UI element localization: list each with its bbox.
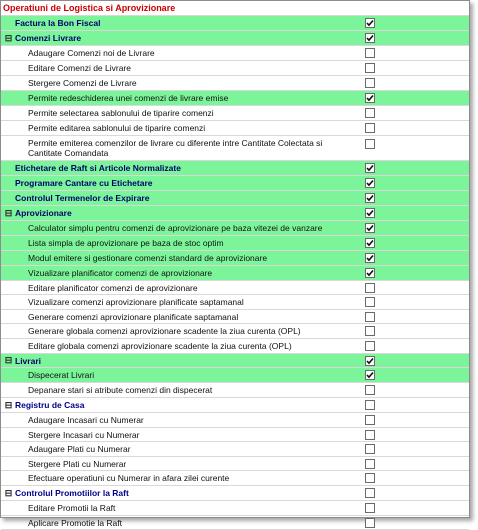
tree-item-row[interactable]	[1, 46, 469, 61]
panel-title: Operatiuni de Logistica si Aprovizionare	[1, 1, 469, 16]
checkbox-checked[interactable]	[365, 178, 375, 188]
permission-label: Stergere Comenzi de Livrare	[28, 78, 137, 88]
checkmark-icon	[366, 19, 374, 27]
permission-label: Editare globala comenzi aprovizionare scadente la ziua curenta (OPL)	[28, 341, 292, 351]
group-label: Registru de Casa	[15, 400, 85, 410]
group-label: Factura la Bon Fiscal	[15, 18, 101, 28]
group-label: Etichetare de Raft si Articole Normalizate	[15, 163, 181, 173]
checkmark-icon	[366, 164, 374, 172]
permission-label: Permite editarea sablonului de tiparire comenzi	[28, 123, 206, 133]
tree-item-row[interactable]	[1, 236, 469, 251]
checkbox-unchecked[interactable]	[365, 108, 375, 118]
checkmark-icon	[366, 224, 374, 232]
checkbox-unchecked[interactable]	[365, 488, 375, 498]
permission-label: Depanare stari si atribute comenzi din dispecerat	[28, 385, 213, 395]
permission-label: Stergere Plati cu Numerar	[28, 458, 127, 469]
tree-group-row[interactable]	[1, 354, 469, 368]
checkbox-checked[interactable]	[365, 370, 375, 380]
checkbox-checked[interactable]	[365, 33, 375, 43]
tree-item-row[interactable]	[1, 413, 469, 428]
tree-item-row[interactable]	[1, 251, 469, 266]
tree-item-row[interactable]	[1, 106, 469, 121]
checkmark-icon	[366, 254, 374, 262]
checkbox-unchecked[interactable]	[365, 341, 375, 351]
checkbox-unchecked[interactable]	[365, 444, 375, 454]
checkmark-icon	[366, 34, 374, 42]
checkbox-unchecked[interactable]	[365, 459, 375, 469]
tree-item-row[interactable]	[1, 339, 469, 354]
tree-group-row[interactable]	[1, 191, 469, 206]
permission-label: Editare Promotii la Raft	[28, 503, 116, 513]
permission-label: Generare comenzi aprovizionare planificate saptamanal	[28, 311, 239, 322]
tree-item-row[interactable]	[1, 457, 469, 471]
checkbox-unchecked[interactable]	[365, 326, 375, 336]
permission-label: Vizualizare comenzi aprovizionare planificate saptamanal	[28, 297, 244, 307]
permission-label: Calculator simplu pentru comenzi de aprovizionare pe baza vitezei de vanzare	[28, 223, 323, 233]
tree-item-row[interactable]	[1, 281, 469, 295]
checkbox-checked[interactable]	[365, 356, 375, 366]
checkbox-unchecked[interactable]	[365, 297, 375, 307]
permission-label: Vizualizare planificator comenzi de aprovizionare	[28, 268, 213, 278]
tree-item-row[interactable]	[1, 121, 469, 136]
tree-item-row[interactable]	[1, 295, 469, 310]
permission-label: Lista simpla de aprovizionare pe baza de stoc optim	[28, 238, 224, 248]
checkmark-icon	[366, 371, 374, 379]
collapse-icon[interactable]: ⊟	[4, 399, 13, 410]
permission-label: Adaugare Comenzi noi de Livrare	[28, 48, 155, 58]
tree-item-row[interactable]	[1, 61, 469, 76]
tree-item-row[interactable]	[1, 383, 469, 398]
checkmark-icon	[366, 269, 374, 277]
tree-item-row[interactable]	[1, 76, 469, 91]
permission-label: Efectuare operatiuni cu Numerar in afara zilei curente	[28, 473, 230, 483]
permission-label: Permite redeschiderea unei comenzi de livrare emise	[28, 93, 229, 103]
collapse-icon[interactable]: ⊟	[4, 32, 13, 43]
group-label: Livrari	[15, 355, 41, 366]
checkbox-unchecked[interactable]	[365, 139, 375, 149]
tree-item-row[interactable]	[1, 324, 469, 339]
checkbox-checked[interactable]	[365, 163, 375, 173]
tree-item-row[interactable]	[1, 501, 469, 516]
permission-label: Modul emitere si gestionare comenzi standard de aprovizionare	[28, 253, 268, 263]
group-label: Comenzi Livrare	[15, 33, 82, 43]
tree-item-row[interactable]	[1, 428, 469, 442]
tree-item-row[interactable]	[1, 266, 469, 281]
collapse-icon[interactable]: ⊟	[4, 487, 13, 498]
checkbox-unchecked[interactable]	[365, 415, 375, 425]
checkbox-unchecked[interactable]	[365, 63, 375, 73]
permission-label: Generare globala comenzi aprovizionare scadente la ziua curenta (OPL)	[28, 326, 301, 336]
checkbox-unchecked[interactable]	[365, 312, 375, 322]
tree-group-row[interactable]	[1, 161, 469, 176]
tree-group-row[interactable]	[1, 16, 469, 31]
checkbox-checked[interactable]	[365, 93, 375, 103]
permission-label: Adaugare Plati cu Numerar	[28, 444, 131, 454]
checkbox-unchecked[interactable]	[365, 430, 375, 440]
tree-item-row[interactable]	[1, 471, 469, 486]
permission-label: Editare planificator comenzi de aprovizionare	[28, 282, 198, 293]
checkbox-unchecked[interactable]	[365, 518, 375, 528]
checkbox-checked[interactable]	[365, 268, 375, 278]
tree-item-row[interactable]	[1, 91, 469, 106]
group-label: Programare Cantare cu Etichetare	[15, 178, 153, 188]
checkbox-checked[interactable]	[365, 238, 375, 248]
tree-group-row[interactable]	[1, 206, 469, 221]
checkbox-unchecked[interactable]	[365, 503, 375, 513]
tree-group-row[interactable]	[1, 31, 469, 46]
checkmark-icon	[366, 209, 374, 217]
permission-label: Stergere Incasari cu Numerar	[28, 429, 140, 440]
checkbox-unchecked[interactable]	[365, 123, 375, 133]
checkbox-checked[interactable]	[365, 223, 375, 233]
checkbox-checked[interactable]	[365, 193, 375, 203]
group-label: Aprovizionare	[15, 208, 72, 218]
permission-label: Dispecerat Livrari	[28, 370, 95, 380]
checkbox-unchecked[interactable]	[365, 78, 375, 88]
permission-label: Aplicare Promotie la Raft	[28, 517, 123, 528]
tree-item-row[interactable]	[1, 136, 469, 161]
tree-item-row[interactable]	[1, 221, 469, 236]
permission-label: Editare Comenzi de Livrare	[28, 63, 131, 73]
checkmark-icon	[366, 179, 374, 187]
checkmark-icon	[366, 357, 374, 365]
collapse-icon[interactable]: ⊟	[4, 207, 13, 218]
checkbox-unchecked[interactable]	[365, 473, 375, 483]
tree-group-row[interactable]	[1, 486, 469, 501]
tree-item-row[interactable]	[1, 310, 469, 324]
permission-label: Permite emiterea comenzilor de livrare cu diferente intre Cantitate Colectata si Cantitate Comandata	[28, 138, 323, 158]
checkbox-unchecked[interactable]	[365, 400, 375, 410]
checkbox-unchecked[interactable]	[365, 385, 375, 395]
checkbox-unchecked[interactable]	[365, 48, 375, 58]
group-label: Controlul Termenelor de Expirare	[15, 193, 150, 203]
tree-item-row[interactable]	[1, 368, 469, 383]
tree-group-row[interactable]	[1, 398, 469, 413]
checkbox-unchecked[interactable]	[365, 283, 375, 293]
permissions-tree	[1, 16, 469, 530]
checkbox-checked[interactable]	[365, 253, 375, 263]
checkbox-checked[interactable]	[365, 208, 375, 218]
checkmark-icon	[366, 194, 374, 202]
collapse-icon[interactable]: ⊟	[4, 355, 13, 365]
group-label: Controlul Promotiilor la Raft	[15, 488, 129, 498]
permission-label: Permite selectarea sablonului de tiparire comenzi	[28, 108, 214, 118]
checkbox-checked[interactable]	[365, 18, 375, 28]
permission-label: Adaugare Incasari cu Numerar	[28, 415, 144, 425]
tree-item-row[interactable]	[1, 516, 469, 530]
tree-group-row[interactable]	[1, 176, 469, 191]
tree-item-row[interactable]	[1, 442, 469, 457]
checkmark-icon	[366, 239, 374, 247]
checkmark-icon	[366, 94, 374, 102]
